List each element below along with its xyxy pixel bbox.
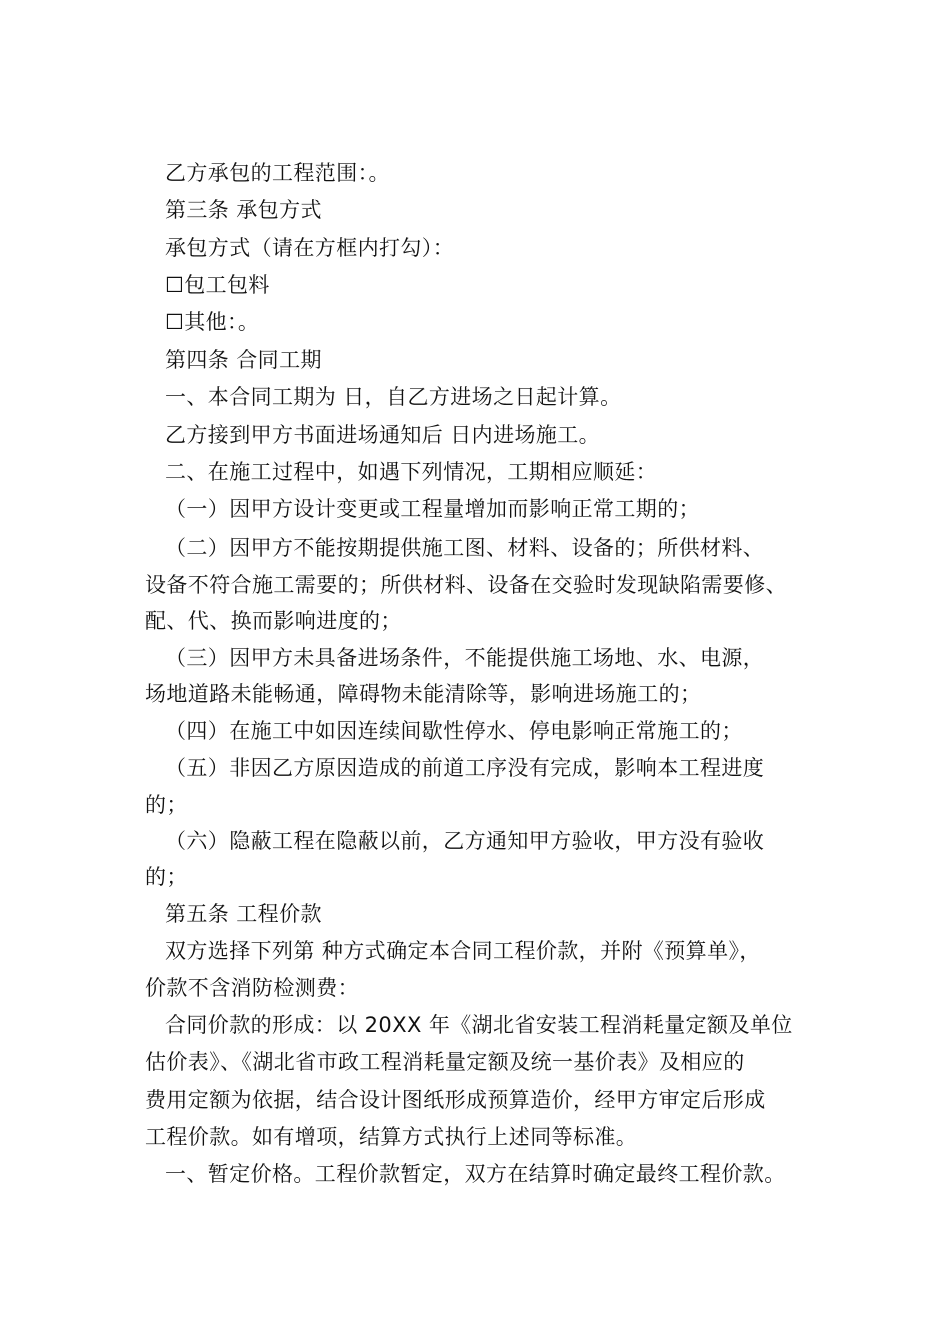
price-formation-line-3: 费用定额为依据，结合设计图纸形成预算造价，经甲方审定后形成 bbox=[145, 1088, 766, 1112]
price-method-line-2: 价款不含消防检测费： bbox=[145, 976, 359, 1000]
option-other: ☐其他：。 bbox=[165, 310, 260, 334]
condition-6-line-2: 的； bbox=[145, 865, 188, 889]
condition-4: （四）在施工中如因连续间歇性停水、停电影响正常施工的； bbox=[165, 719, 743, 743]
condition-6-line-1: （六）隐蔽工程在隐蔽以前，乙方通知甲方验收，甲方没有验收 bbox=[165, 829, 765, 853]
price-formation-line-4: 工程价款。如有增项，结算方式执行上述同等标准。 bbox=[145, 1125, 638, 1149]
entry-notice-line: 乙方接到甲方书面进场通知后 日内进场施工。 bbox=[165, 423, 601, 447]
extension-conditions-line: 二、在施工过程中，如遇下列情况，工期相应顺延： bbox=[165, 460, 658, 484]
price-method-line-1: 双方选择下列第 种方式确定本合同工程价款，并附《预算单》， bbox=[165, 939, 761, 963]
condition-2-line-2: 设备不符合施工需要的；所供材料、设备在交验时发现缺陷需要修、 bbox=[145, 573, 787, 597]
contract-period-line: 一、本合同工期为 日，自乙方进场之日起计算。 bbox=[165, 385, 622, 409]
condition-2-line-1: （二）因甲方不能按期提供施工图、材料、设备的；所供材料、 bbox=[165, 536, 765, 560]
provisional-price-line: 一、暂定价格。工程价款暂定，双方在结算时确定最终工程价款。 bbox=[165, 1162, 786, 1186]
price-formation-line-2: 估价表》、《湖北省市政工程消耗量定额及统一基价表》及相应的 bbox=[145, 1050, 745, 1074]
condition-5-line-1: （五）非因乙方原因造成的前道工序没有完成，影响本工程进度 bbox=[165, 756, 765, 780]
condition-1: （一）因甲方设计变更或工程量增加而影响正常工期的； bbox=[165, 497, 700, 521]
article-4-heading: 第四条 合同工期 bbox=[165, 348, 322, 372]
condition-3-line-1: （三）因甲方未具备进场条件，不能提供施工场地、水、电源， bbox=[165, 646, 765, 670]
option-labor-materials: ☐包工包料 bbox=[165, 273, 270, 297]
scope-line: 乙方承包的工程范围：。 bbox=[165, 161, 390, 185]
article-5-heading: 第五条 工程价款 bbox=[165, 902, 322, 926]
article-3-heading: 第三条 承包方式 bbox=[165, 198, 322, 222]
condition-2-line-3: 配、代、换而影响进度的； bbox=[145, 609, 402, 633]
contract-method-line: 承包方式（请在方框内打勾）： bbox=[165, 236, 455, 260]
condition-3-line-2: 场地道路未能畅通，障碍物未能清除等，影响进场施工的； bbox=[145, 682, 702, 706]
condition-5-line-2: 的； bbox=[145, 793, 188, 817]
price-formation-line-1: 合同价款的形成：以 20XX 年《湖北省安装工程消耗量定额及单位 bbox=[165, 1013, 793, 1037]
